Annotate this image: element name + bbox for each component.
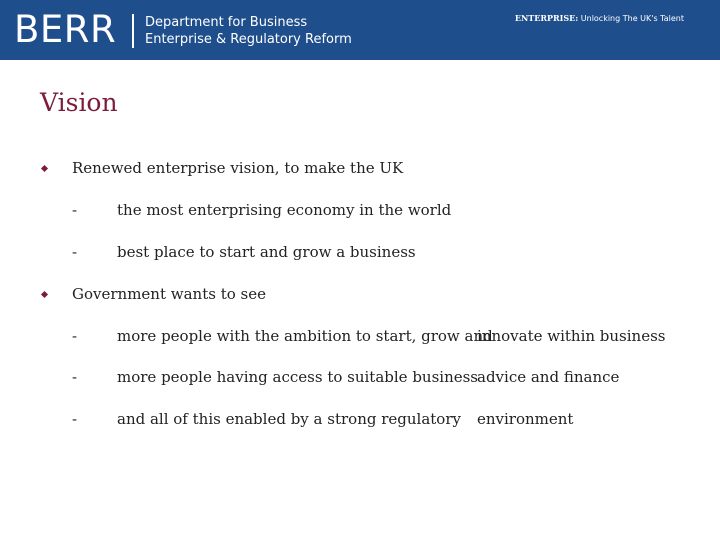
berr-logo: BERR xyxy=(14,8,117,51)
tagline-rest: Unlocking The UK's Talent xyxy=(578,14,684,23)
slide-title: Vision xyxy=(40,88,118,117)
sub-item-text: best place to start and grow a business xyxy=(117,243,416,261)
department-line-1: Department for Business xyxy=(145,15,308,30)
department-line-2: Enterprise & Regulatory Reform xyxy=(145,32,352,47)
sub-item-dash: - xyxy=(72,410,78,428)
sub-item-continuation: environment xyxy=(477,410,574,428)
bullet-text: Government wants to see xyxy=(72,285,266,303)
sub-item-continuation: advice and finance xyxy=(477,368,620,386)
tagline xyxy=(515,13,684,23)
department-name xyxy=(145,14,352,48)
logo-divider xyxy=(132,14,134,48)
bullet-text: Renewed enterprise vision, to make the UK xyxy=(72,159,404,177)
sub-item-continuation: innovate within business xyxy=(477,327,666,345)
tagline-bold: ENTERPRISE: xyxy=(514,13,579,23)
header-bar xyxy=(0,0,720,60)
sub-item-text: and all of this enabled by a strong regulatory xyxy=(117,410,461,428)
sub-item-text: the most enterprising economy in the world xyxy=(117,201,452,219)
sub-item-text: more people having access to suitable business xyxy=(117,368,479,386)
sub-item-dash: - xyxy=(72,327,78,345)
sub-item-text: more people with the ambition to start, grow and xyxy=(117,327,493,345)
bullet-icon xyxy=(41,291,48,298)
bullet-icon xyxy=(41,165,48,172)
sub-item-dash: - xyxy=(72,243,78,261)
sub-item-dash: - xyxy=(72,368,78,386)
sub-item-dash: - xyxy=(72,201,78,219)
